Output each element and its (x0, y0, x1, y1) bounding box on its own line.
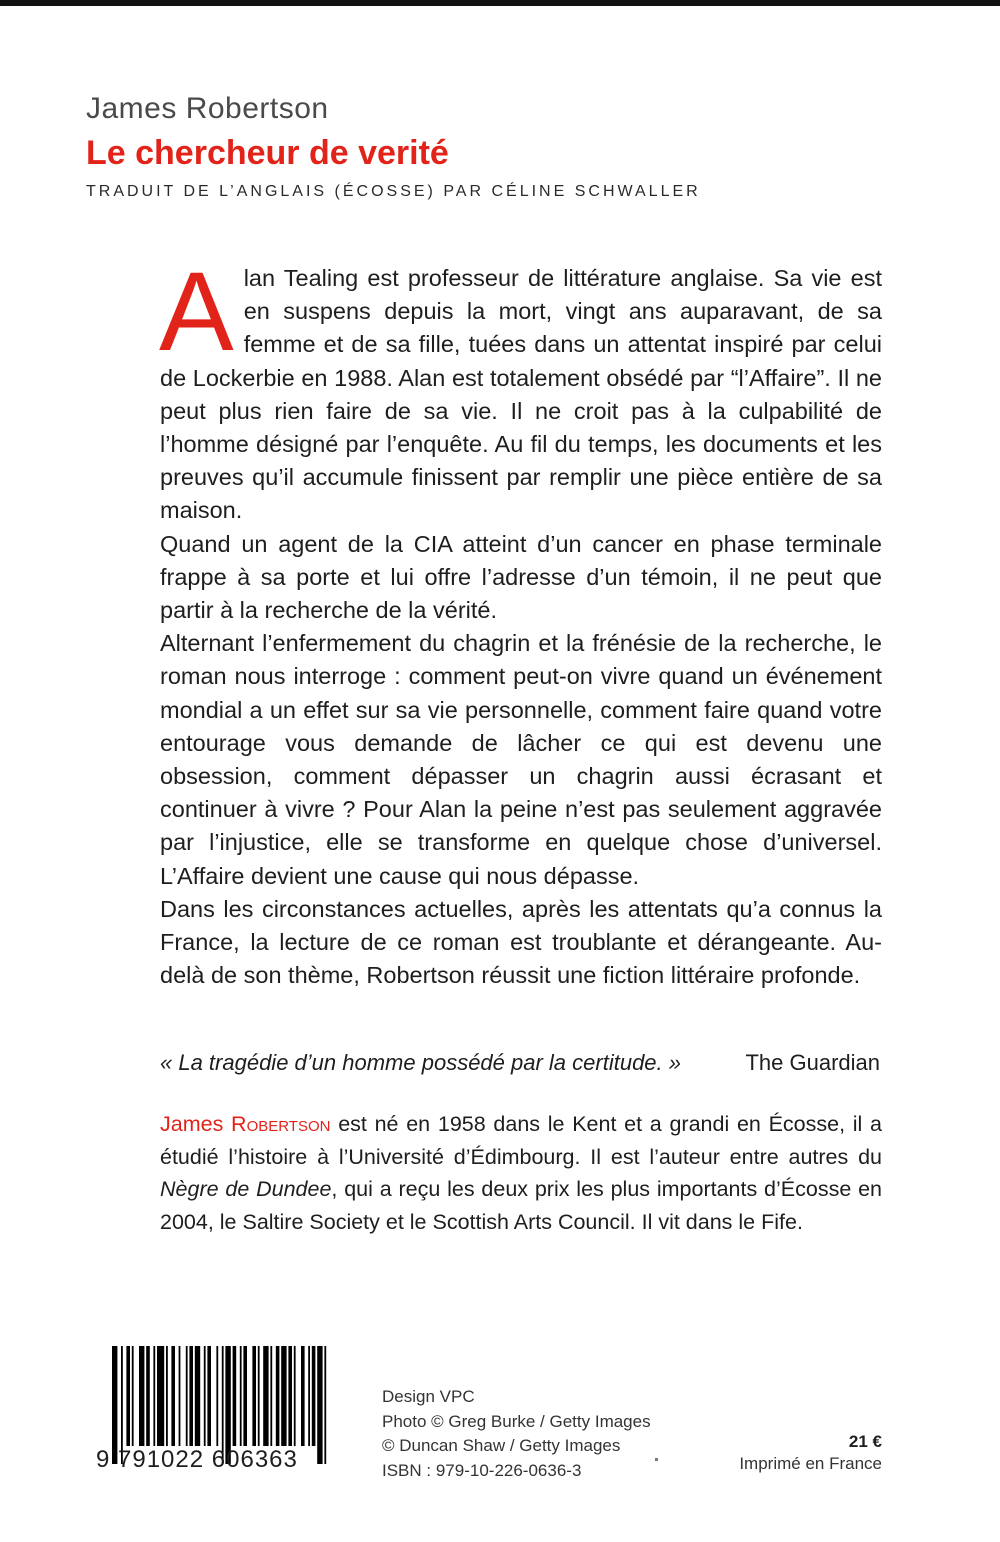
summary-paragraph-2: Quand un agent de la CIA atteint d’un cancer en phase terminale frappe à sa porte et lui offre l’adresse d’un témoin, il ne peut que partir à la recherche de la vérité. (160, 530, 882, 624)
mark-dot (655, 1458, 658, 1461)
drop-cap: A (159, 249, 234, 374)
summary-text (159, 249, 882, 992)
translator-credit: TRADUIT DE L’ANGLAIS (ÉCOSSE) PAR CÉLINE SCHWALLER (86, 183, 701, 200)
author-name: James Robertson (86, 92, 329, 125)
bio-book-title: Nègre de Dundee (160, 1177, 332, 1201)
summary-paragraph-4: Dans les circonstances actuelles, après les attentats qu’a connus la France, la lecture de ce roman est troublante et dérangeante. Au-delà de son thème, Robertson réussit une fiction littéraire profonde. (160, 895, 882, 989)
design-credit: Design VPC (382, 1387, 475, 1406)
quote-source: The Guardian (745, 1050, 880, 1075)
bio-author-name: James Robertson (160, 1112, 331, 1136)
author-bio: James Robertson est né en 1958 dans le Kent et a grandi en Écosse, il a étudié l’histoire à l’Université d’Édimbourg. Il est l’auteur entre autres du Nègre de Dundee, qui a reçu les deux prix les plus importants d’Écosse en 2004, le Saltire Society et le Scottish Arts Council. Il vit dans le Fife. (160, 1112, 883, 1234)
photo-credit-2: © Duncan Shaw / Getty Images (382, 1436, 621, 1455)
photo-credit: Photo © Greg Burke / Getty Images (382, 1411, 651, 1431)
summary-paragraph-3: Alternant l’enfermement du chagrin et la frénésie de la recherche, le roman nous interroge : comment peut-on vivre quand un événement mondial a un effet sur sa vie personnelle, comment faire quand votre entourage vous demande de lâcher ce qui est devenu une obsession, comment dépasser un chagrin aussi écrasant et continuer à vivre ? Pour Alan la peine n’est pas seulement aggravée par l’injustice, elle se transforme en quelque chose d’universel. L’Affaire devient une cause qui nous dépasse. (160, 630, 882, 889)
press-quote (160, 1050, 880, 1076)
quote-text: « La tragédie d’un homme possédé par la certitude. » (160, 1050, 681, 1075)
barcode-digits: 9 791022 606363 (96, 1446, 298, 1473)
credits-block (382, 1385, 651, 1483)
printed-in: Imprimé en France (739, 1454, 882, 1473)
summary-paragraph-1: Alan Tealing est professeur de littérature anglaise. Sa vie est en suspens depuis la mort, vingt ans auparavant, de sa femme et de sa fille, tuées dans un attentat inspiré par celui de Lockerbie en 1988. Alan est totalement obsédé par “l’Affaire”. Il ne peut plus rien faire de sa vie. Il ne croit pas à la culpabilité de l’homme désigné par l’enquête. Au fil du temps, les documents et les preuves qu’il accumule finissent par remplir une pièce entière de sa maison. (159, 249, 882, 524)
book-title: Le chercheur de verité (86, 134, 449, 172)
price: 21 € (848, 1432, 882, 1451)
isbn: ISBN : 979-10-226-0636-3 (382, 1460, 582, 1480)
page-top-edge (0, 0, 1000, 6)
